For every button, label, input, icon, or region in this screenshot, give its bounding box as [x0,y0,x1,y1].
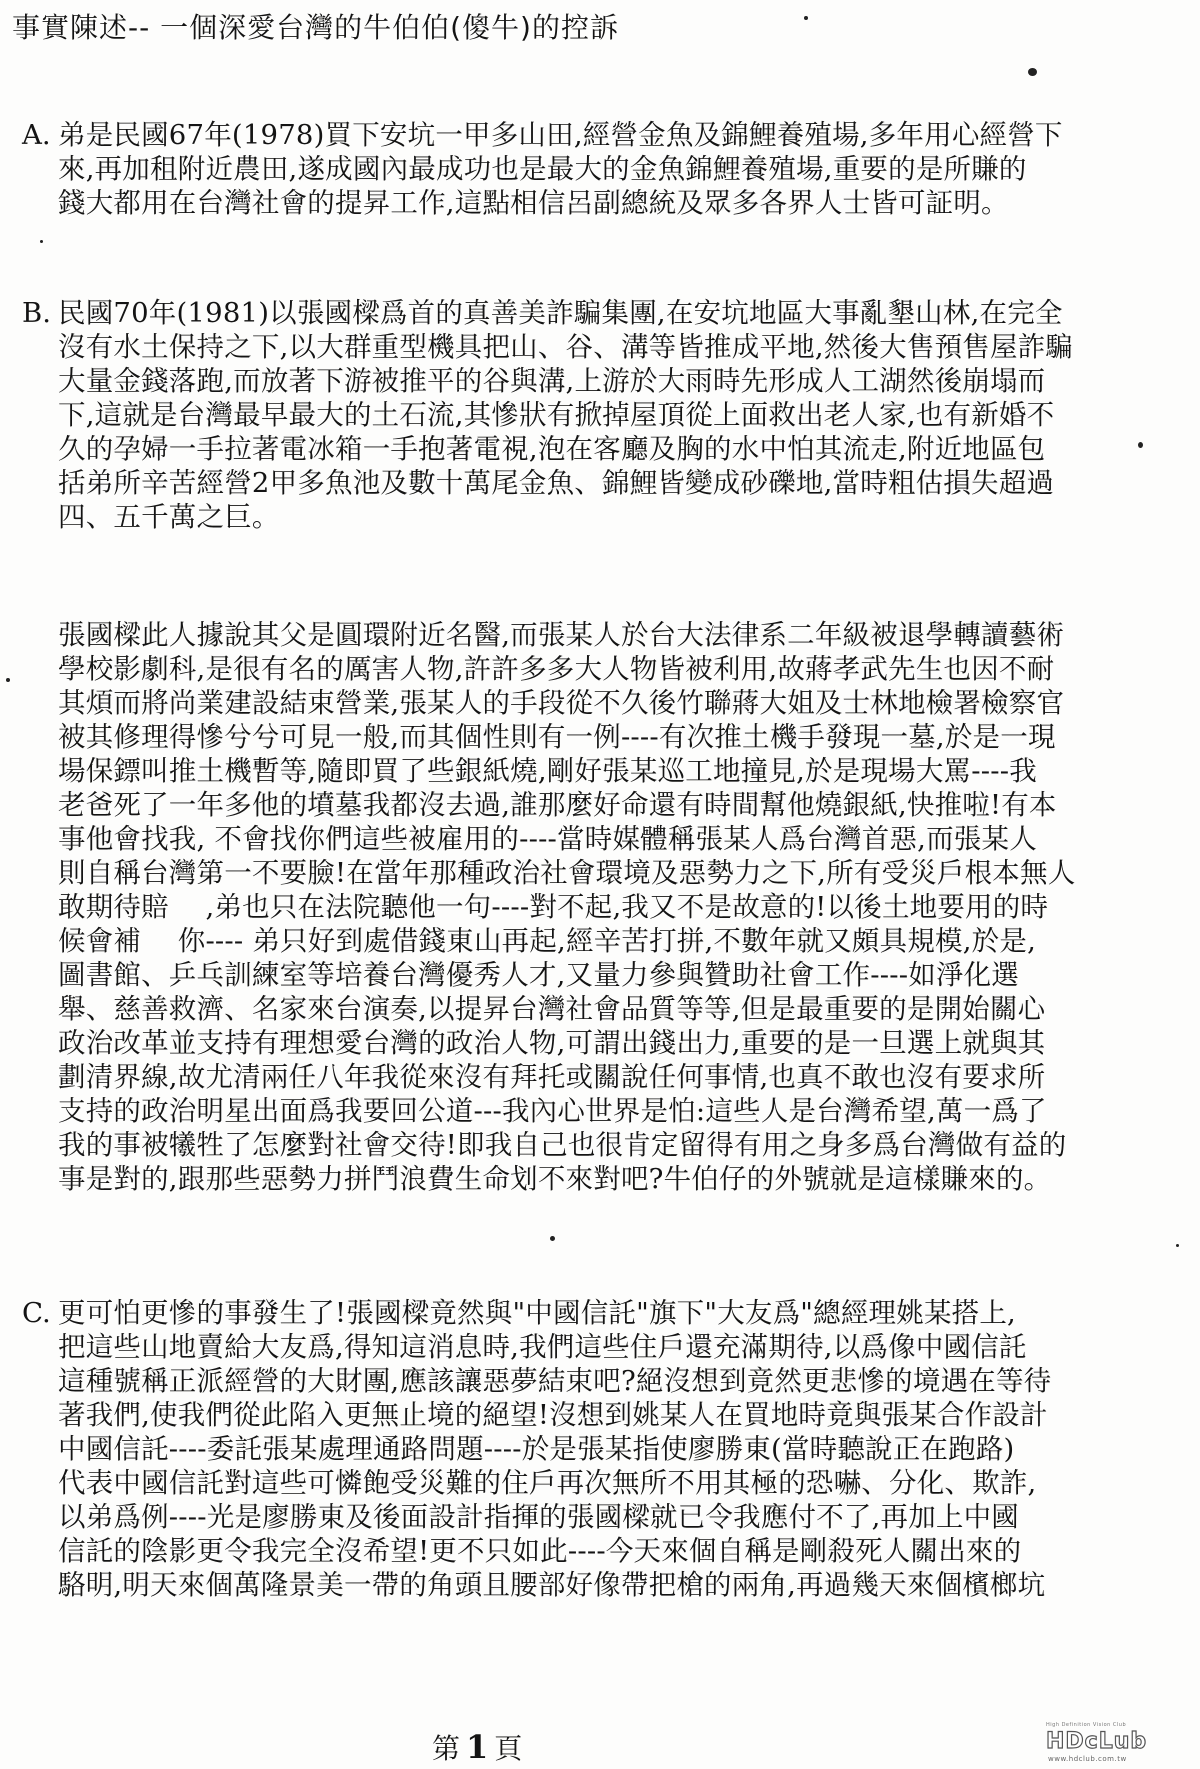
paragraph-line: 下,這就是台灣最早最大的土石流,其慘狀有掀掉屋頂從上面救出老人家,也有新婚不 [58,399,1055,431]
page-number: 1 [466,1728,489,1766]
paragraph-line: 老爸死了一年多他的墳墓我都沒去過,誰那麼好命還有時間幫他燒銀紙,快推啦!有本 [58,789,1057,821]
paragraph-line: 舉、慈善救濟、名家來台演奏,以提昇台灣社會品質等等,但是最重要的是開始關心 [58,993,1046,1025]
paragraph-line: 代表中國信託對這些可憐飽受災難的住戶再次無所不用其極的恐嚇、分化、欺詐, [58,1467,1037,1499]
paragraph-line: 其煩而將尚業建設結束營業,張某人的手段從不久後竹聯蔣大姐及士林地檢署檢察官 [58,687,1065,719]
paragraph-line: 錢大都用在台灣社會的提昇工作,這點相信呂副總統及眾多各界人士皆可証明。 [58,187,1009,219]
paragraph-line: 學校影劇科,是很有名的厲害人物,許許多多大人物皆被利用,故蔣孝武先生也因不耐 [58,653,1055,685]
paragraph-line: 場保鏢叫推土機暫等,隨即買了些銀紙燒,剛好張某巡工地撞見,於是現場大罵----我 [58,755,1037,787]
paragraph-line: 民國70年(1981)以張國樑爲首的真善美詐騙集團,在安坑地區大事亂墾山林,在完全 [58,297,1063,329]
paragraph-line: 則自稱台灣第一不要臉!在當年那種政治社會環境及惡勢力之下,所有受災戶根本無人 [58,857,1076,889]
section-b-paragraph [58,296,1073,534]
paragraph-line: 候會補 你---- 弟只好到處借錢東山再起,經辛苦打拼,不數年就又頗具規模,於是, [58,925,1037,957]
paragraph-line: 事他會找我, 不會找你們這些被雇用的----當時媒體稱張某人爲台灣首惡,而張某人 [58,823,1037,855]
paragraph-line: 張國樑此人據說其父是圓環附近名醫,而張某人於台大法律系二年級被退學轉讀藝術 [58,619,1065,651]
paragraph-line: 被其修理得慘兮兮可見一般,而其個性則有一例----有次推土機手發現一墓,於是一現 [58,721,1056,753]
page-number-footer [432,1730,522,1766]
section-b-label: B. [22,297,51,329]
logo-mark: HDcLub [1046,1729,1148,1754]
scan-speck [550,1236,555,1241]
paragraph-line: 四、五千萬之巨。 [58,501,280,533]
paragraph-line: 信託的陰影更令我完全沒希望!更不只如此----今天來個自稱是剛殺死人關出來的 [58,1535,1022,1567]
paragraph-line: 中國信託----委託張某處理通路問題----於是張某指使廖勝東(當時聽說正在跑路) [58,1433,1015,1465]
paragraph-line: 敢期待賠 ,弟也只在法院聽他一句----對不起,我又不是故意的!以後土地要用的時 [58,891,1049,923]
paragraph-line: 著我們,使我們從此陷入更無止境的絕望!沒想到姚某人在買地時竟與張某合作設計 [58,1399,1048,1431]
paragraph-line: 事是對的,跟那些惡勢力拼鬥浪費生命划不來對吧?牛伯仔的外號就是這樣賺來的。 [58,1163,1052,1195]
section-c-label: C. [22,1297,51,1329]
paragraph-line: 弟是民國67年(1978)買下安坑一甲多山田,經營金魚及錦鯉養殖場,多年用心經營下 [58,119,1063,151]
footer-suffix: 頁 [494,1732,523,1765]
paragraph-line: 支持的政治明星出面爲我要回公道---我內心世界是怕:這些人是台灣希望,萬一爲了 [58,1095,1047,1127]
paragraph-line: 更可怕更慘的事發生了!張國樑竟然與"中國信託"旗下"大友爲"總經理姚某搭上, [58,1297,1016,1329]
paragraph-line: 來,再加租附近農田,遂成國內最成功也是最大的金魚錦鯉養殖場,重要的是所賺的 [58,153,1027,185]
scan-speck [804,16,808,20]
paragraph-line: 沒有水土保持之下,以大群重型機具把山、谷、溝等皆推成平地,然後大售預售屋詐騙 [58,331,1074,363]
paragraph-line: 久的孕婦一手拉著電冰箱一手抱著電視,泡在客廳及胸的水中怕其流走,附近地區包 [58,433,1046,465]
footer-prefix: 第 [432,1732,461,1765]
section-c-paragraph [58,1296,1051,1602]
scan-speck [1176,1244,1179,1247]
document-title: 事實陳述-- 一個深愛台灣的牛伯伯(傻牛)的控訴 [12,11,619,44]
paragraph-line: 以弟爲例----光是廖勝東及後面設計指揮的張國樑就已令我應付不了,再加上中國 [58,1501,1020,1533]
section-b-continuation-paragraph [58,618,1075,1196]
scan-speck [1028,68,1037,76]
paragraph-line: 政治改革並支持有理想愛台灣的政治人物,可謂出錢出力,重要的是一旦選上就與其 [58,1027,1046,1059]
paragraph-line: 把這些山地賣給大友爲,得知這消息時,我們這些住戶還充滿期待,以爲像中國信託 [58,1331,1027,1363]
paragraph-line: 圖書館、乒乓訓練室等培養台灣優秀人才,又量力參與贊助社會工作----如淨化選 [58,959,1020,991]
section-a-paragraph [58,118,1063,220]
scan-speck [40,240,43,243]
paragraph-line: 我的事被犧牲了怎麼對社會交待!即我自己也很肯定留得有用之身多爲台灣做有益的 [58,1129,1067,1161]
paragraph-line: 劃清界線,故尤清兩任八年我從來沒有拜托或關說任何事情,也真不敢也沒有要求所 [58,1061,1046,1093]
logo-url: www.hdclub.com.tw [1048,1755,1127,1763]
paragraph-line: 這種號稱正派經營的大財團,應該讓惡夢結束吧?絕沒想到竟然更悲慘的境遇在等待 [58,1365,1052,1397]
section-a-label: A. [22,119,51,151]
scan-speck [1138,442,1143,448]
paragraph-line: 大量金錢落跑,而放著下游被推平的谷與溝,上游於大雨時先形成人工湖然後崩塌而 [58,365,1046,397]
watermark-logo [1046,1722,1192,1764]
paragraph-line: 括弟所辛苦經營2甲多魚池及數十萬尾金魚、錦鯉皆變成砂礫地,當時粗估損失超過 [58,467,1055,499]
paragraph-line: 駱明,明天來個萬隆景美一帶的角頭且腰部好像帶把槍的兩角,再過幾天來個檳榔坑 [58,1569,1046,1601]
scan-speck [6,678,10,682]
logo-tagline: High Definition Vision Club [1046,1722,1127,1728]
